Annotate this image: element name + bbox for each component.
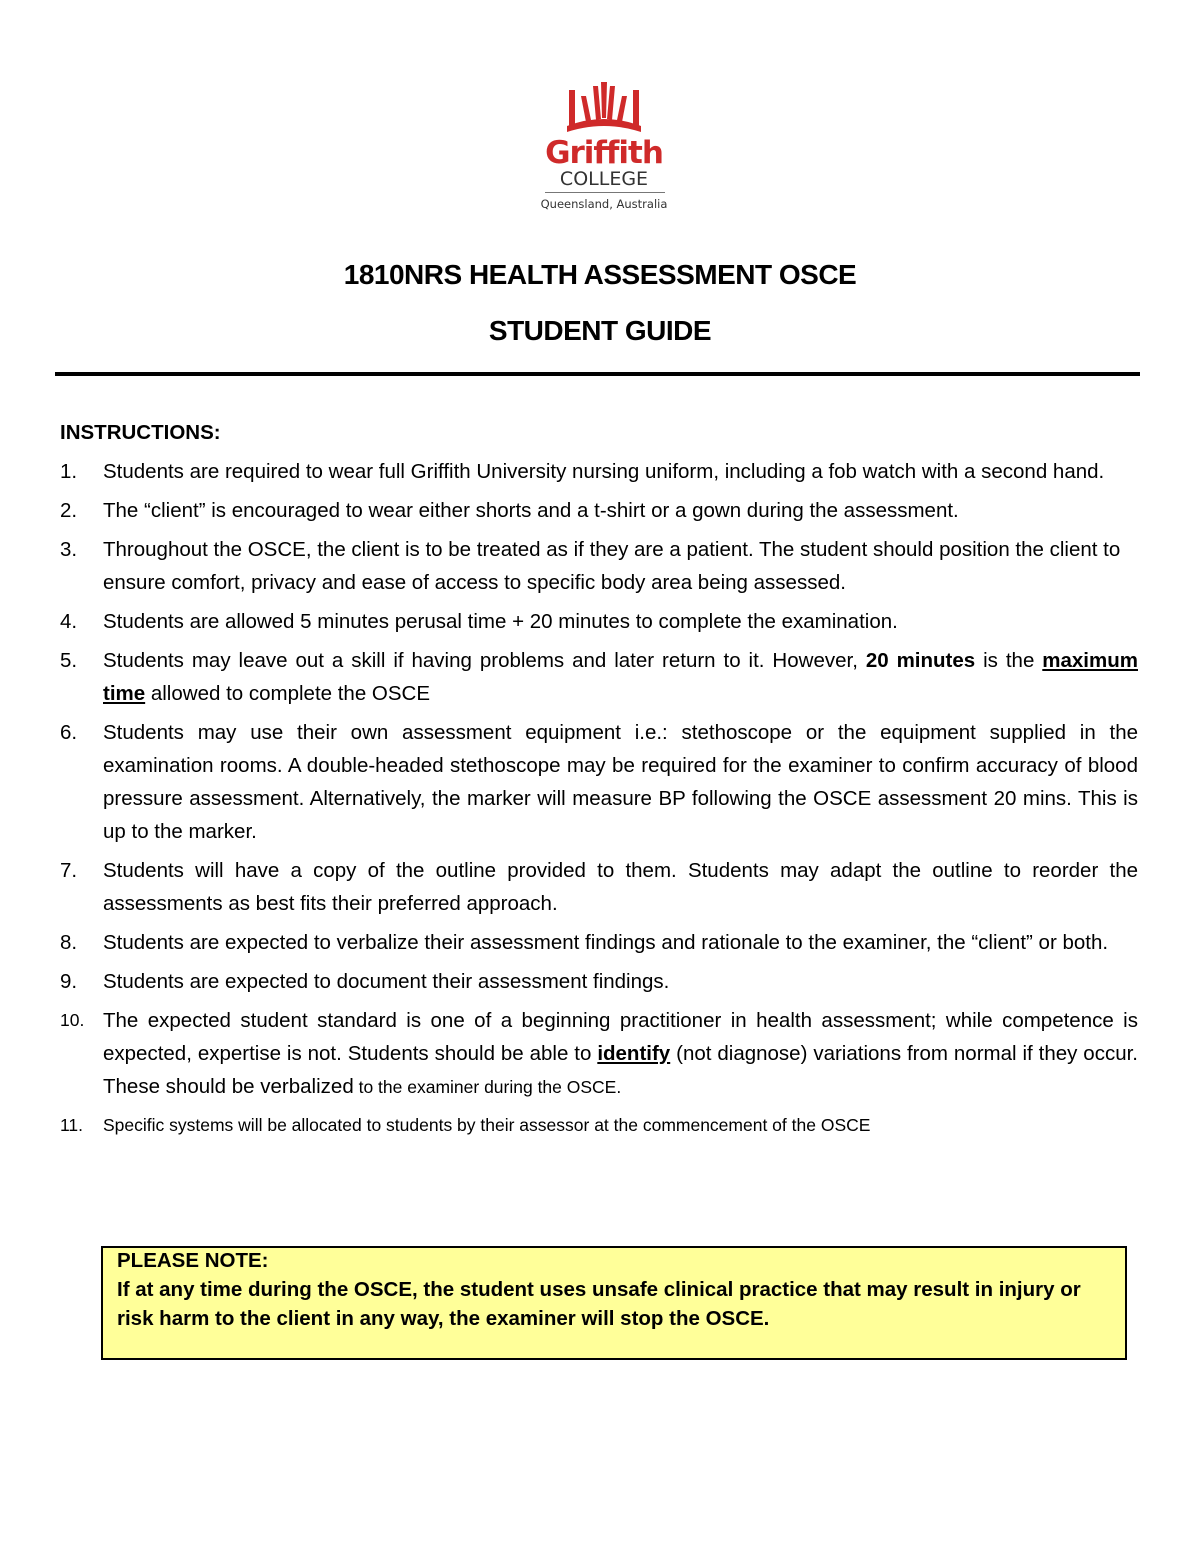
list-item-text-part: Students may leave out a skill if having problems and later return to it. However, bbox=[103, 649, 866, 672]
underlined-text: maximum time bbox=[103, 649, 1138, 705]
griffith-crest-icon bbox=[537, 82, 671, 138]
list-item bbox=[60, 965, 1138, 998]
list-item bbox=[60, 533, 1138, 599]
list-item-text-part: (not diagnose) variations from normal if they occur. These should be verbalized bbox=[103, 1042, 1138, 1098]
logo-location-text: Queensland, Australia bbox=[540, 197, 668, 211]
list-item-text: Students are expected to document their assessment findings. bbox=[103, 970, 670, 993]
list-item bbox=[60, 605, 1138, 638]
list-item-number: 5. bbox=[60, 649, 78, 672]
list-item-number: 11. bbox=[60, 1115, 84, 1135]
list-item-text bbox=[103, 644, 1138, 710]
list-item-text: Throughout the OSCE, the client is to be treated as if they are a patient. The student should position the client to ensure comfort, privacy and ease of access to specific body area being assessed. bbox=[103, 538, 1121, 594]
list-item-number: 9. bbox=[60, 970, 78, 993]
list-item-text: Students are expected to verbalize their assessment findings and rationale to the examiner, the “client” or both. bbox=[103, 931, 1109, 954]
list-item-text-part: is the bbox=[975, 649, 1043, 672]
list-item-number: 6. bbox=[60, 721, 78, 744]
note-text: If at any time during the OSCE, the student uses unsafe clinical practice that may result in injury or risk harm to the client in any way, the examiner will stop the OSCE. bbox=[117, 1278, 1081, 1330]
list-item-text: Students will have a copy of the outline provided to them. Students may adapt the outline to reorder the assessments as best fits their preferred approach. bbox=[103, 859, 1138, 915]
list-item-text: The “client” is encouraged to wear either shorts and a t-shirt or a gown during the assessment. bbox=[103, 499, 959, 522]
list-item-text: Students may use their own assessment equipment i.e.: stethoscope or the equipment supplied in the examination rooms. A double-headed stethoscope may be required for the examiner to confirm accuracy of blood pressure assessment. Alternatively, the marker will measure BP following the OSCE assessment 20 mins. This is up to the marker. bbox=[103, 721, 1138, 843]
list-item-text: Specific systems will be allocated to students by their assessor at the commencement of the OSCE bbox=[103, 1115, 871, 1135]
logo-griffith-text: Griffith bbox=[545, 135, 663, 171]
list-item-text bbox=[103, 1004, 1138, 1104]
list-item-number: 7. bbox=[60, 859, 78, 882]
document-title: 1810NRS HEALTH ASSESSMENT OSCE bbox=[343, 259, 857, 290]
list-item-text: Students are allowed 5 minutes perusal time + 20 minutes to complete the examination. bbox=[103, 610, 898, 633]
list-item bbox=[60, 1004, 1138, 1104]
list-item-number: 8. bbox=[60, 931, 78, 954]
list-item-number: 3. bbox=[60, 538, 78, 561]
list-item-text-part: to the examiner during the OSCE. bbox=[353, 1077, 622, 1097]
list-item-text-part: allowed to complete the OSCE bbox=[145, 682, 431, 705]
list-item bbox=[60, 716, 1138, 848]
list-item-text: Students are required to wear full Griffith University nursing uniform, including a fob watch with a second hand. bbox=[103, 460, 1105, 483]
underlined-text: identify bbox=[597, 1042, 671, 1065]
instructions-list bbox=[60, 455, 1138, 1140]
griffith-college-logo bbox=[537, 82, 671, 214]
list-item bbox=[60, 494, 1138, 527]
list-item-text-part: The expected student standard is one of a beginning practitioner in health assessment; while competence is expected, expertise is not. Students should be able to bbox=[103, 1009, 1138, 1065]
title-divider bbox=[55, 372, 1140, 376]
list-item-number: 10. bbox=[60, 1010, 85, 1030]
list-item bbox=[60, 455, 1138, 488]
document-subtitle: STUDENT GUIDE bbox=[488, 315, 712, 346]
instructions-heading: INSTRUCTIONS: bbox=[60, 421, 221, 444]
list-item bbox=[60, 644, 1138, 710]
list-item bbox=[60, 854, 1138, 920]
bold-text: 20 minutes bbox=[865, 649, 976, 672]
list-item-number: 1. bbox=[60, 460, 78, 483]
list-item-number: 2. bbox=[60, 499, 78, 522]
list-item bbox=[60, 926, 1138, 959]
list-item-number: 4. bbox=[60, 610, 78, 633]
please-note-box bbox=[101, 1246, 1127, 1360]
logo-divider bbox=[545, 192, 665, 193]
list-item bbox=[60, 1110, 1138, 1140]
note-heading: PLEASE NOTE: bbox=[117, 1249, 269, 1272]
logo-college-text: COLLEGE bbox=[559, 168, 649, 190]
